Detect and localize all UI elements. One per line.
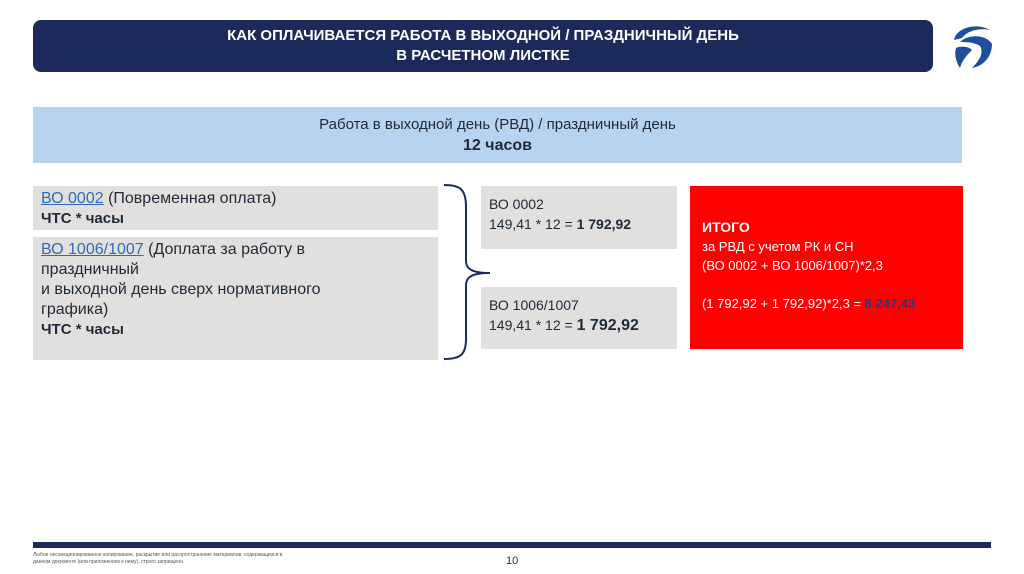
pay-code-link[interactable]: ВО 0002 xyxy=(41,190,104,207)
pay-code-desc: (Повременная оплата) xyxy=(103,190,277,207)
total-expression: (1 792,92 + 1 792,92)*2,3 = xyxy=(702,296,865,311)
pay-code-box-1006 xyxy=(33,237,438,360)
pay-code-line xyxy=(41,240,430,260)
pay-code-desc: (Доплата за работу в xyxy=(143,241,306,258)
total-desc-line1: за РВД с учетом РК и СН xyxy=(702,239,854,254)
calc-line xyxy=(489,315,669,336)
pay-formula: ЧТС * часы xyxy=(41,210,124,227)
pay-code-box-0002 xyxy=(33,186,438,230)
calc-expression: 149,41 * 12 = xyxy=(489,216,577,232)
calc-result: 1 792,92 xyxy=(576,216,632,232)
calc-code: ВО 0002 xyxy=(489,196,544,212)
calc-box-0002 xyxy=(481,186,677,249)
banner-title: Работа в выходной день (РВД) / праздничный день xyxy=(319,116,676,133)
total-calc-line xyxy=(702,294,951,313)
calc-box-1006 xyxy=(481,287,677,349)
calc-result: 1 792,92 xyxy=(576,317,639,334)
total-desc-line2: (ВО 0002 + ВО 1006/1007)*2,3 xyxy=(702,258,883,273)
calc-line xyxy=(489,214,669,234)
banner-hours: 12 часов xyxy=(463,137,532,154)
pay-code-line xyxy=(41,189,430,209)
calc-expression: 149,41 * 12 = xyxy=(489,317,577,333)
pay-code-desc-line2: праздничный xyxy=(41,261,139,278)
company-logo-icon xyxy=(946,20,998,72)
footer-disclaimer: Любое несанкционированное копирование, раскрытие или распространение материалов, содержащихся в данном документе (или приложениях к нему), строго запрещено. xyxy=(33,552,283,565)
pay-code-link[interactable]: ВО 1006/1007 xyxy=(41,241,144,258)
slide-title-line1: КАК ОПЛАЧИВАЕТСЯ РАБОТА В ВЫХОДНОЙ / ПРАЗДНИЧНЫЙ ДЕНЬ xyxy=(227,27,739,44)
slide-title-line2: В РАСЧЕТНОМ ЛИСТКЕ xyxy=(396,47,570,64)
total-box xyxy=(690,186,963,349)
pay-code-desc-line3: и выходной день сверх нормативного xyxy=(41,281,321,298)
total-title: ИТОГО xyxy=(702,219,750,235)
footer-bar xyxy=(33,542,991,548)
pay-formula: ЧТС * часы xyxy=(41,321,124,338)
pay-code-desc-line4: графика) xyxy=(41,301,109,318)
total-result: 8 247,43 xyxy=(864,296,916,311)
work-type-banner xyxy=(33,107,962,163)
page-number: 10 xyxy=(506,555,519,567)
calc-code: ВО 1006/1007 xyxy=(489,297,579,313)
slide-title xyxy=(33,20,933,72)
